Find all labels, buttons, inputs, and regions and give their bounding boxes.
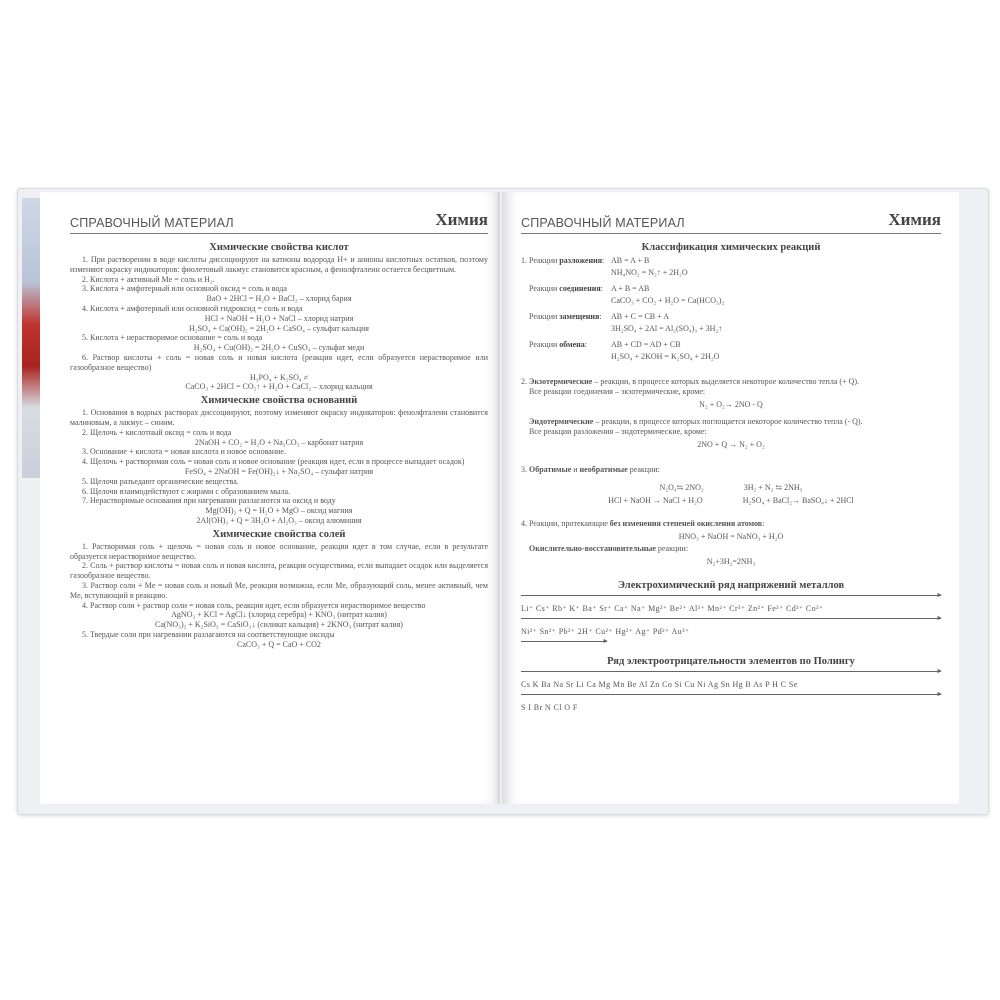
metals-series-row1: Li⁺ Cs⁺ Rb⁺ K⁺ Ba⁺ Sr⁺ Ca⁺ Na⁺ Mg²⁺ Be²⁺ Al³⁺ Mn²⁺ Cr³⁺ Zn²⁺ Fe²⁺ Cd²⁺ Co²⁺ [521, 604, 824, 613]
salts-line: Ca(NO₃)₂ + K₂SiO₃ = CaSiO₃↓ (силикат кальция) + 2KNO₃ (нитрат калия) [155, 620, 403, 630]
acids-title: Химические свойства кислот [209, 242, 349, 253]
metals-arrow-2: ► [521, 616, 941, 622]
decomposition-row: 1. Реакции разложения: AB = A + B [521, 255, 941, 267]
reversible-heading: 3. Обратимые и необратимые реакции: [521, 465, 660, 474]
acids-section [70, 255, 488, 392]
left-page-header [70, 210, 488, 234]
acids-line: 5. Кислота + нерастворимое основание = соль и вода [82, 333, 263, 343]
acids-line: 2. Кислота + активный Me = соль и H₂. [82, 274, 215, 284]
acids-line: 3. Кислота + амфотерный или основной оксид = соль и вода [82, 284, 287, 294]
salts-line: CaCO₃ + Q = CaO + CO2 [237, 639, 321, 649]
salts-line: 1. Растворимая соль + щелочь = новая соль и новое основание, реакция идет в том случае, если в результате образуется нерастворимое вещество. [70, 541, 488, 561]
salts-line: 5. Твердые соли при нагревании разлагаются на соответствующие оксиды [82, 629, 335, 639]
combination-eq1: A + B = AB [611, 284, 650, 293]
electronegativity-row2: S I Br N Cl O F [521, 703, 578, 712]
header-label: СПРАВОЧНЫЙ МАТЕРИАЛ [521, 216, 685, 230]
metals-arrow: ► [521, 593, 941, 599]
right-page-header [521, 210, 941, 234]
decomposition-eq1: AB = A + B [611, 256, 650, 265]
bases-line: 6. Щелочи взаимодействуют с жирами с образованием мыла. [82, 486, 291, 496]
salts-title: Химические свойства солей [212, 528, 346, 540]
bases-line: 2Al(OH)₃ + Q = 3H₂O + Al₂O₃ – оксид алюминия [196, 515, 362, 525]
redox-eq2: N₂+3H₂=2NH₃ [706, 557, 756, 566]
acids-line: 6. Раствор кислоты + соль = новая соль и новая кислота (реакция идет, если образуется нерастворимое или газообразное вещество) [70, 352, 488, 372]
exothermic-definition: 2. Экзотермические – реакции, в процессе которых выделяется некоторое количество тепла (+ Q). [521, 377, 859, 386]
exothermic-eq: N₂ + O₂→ 2NO - Q [699, 400, 763, 409]
bases-line: 1. Основания в водных растворах диссоциируют, поэтому изменяют окраску индикаторов: фенолфталеин становится малиновым, а лакмус – синим. [70, 408, 488, 427]
redox-subheading: Окислительно-восстановительные реакции: [529, 544, 689, 553]
acids-line: H₃PO₄ + K₂SO₄ ≠ [249, 372, 309, 382]
bases-line: Mg(OH)₂ + Q = H₂O + MgO – оксид магния [205, 506, 353, 516]
header-subject: Химия [435, 210, 488, 229]
substitution-row: Реакции замещения: AB + C = CB + A [521, 311, 941, 323]
bases-line: 3. Основание + кислота = новая кислота и новое основание. [82, 447, 286, 457]
salts-line: 2. Соль + раствор кислоты = новая соль и новая кислота, реакция осуществима, если выпадает осадок или выделяется газообразное вещество. [70, 561, 488, 581]
bases-line: 2NaOH + CO₂ = H₂O + Na₂CO₃ – карбонат натрия [194, 437, 364, 447]
salts-section [70, 542, 488, 650]
bases-line: FeSO₄ + 2NaOH = Fe(OH)₂↓ + Na₂SO₄ – сульфат натрия [184, 466, 374, 476]
exothermic-term: Экзотермические [529, 377, 593, 386]
salts-line: AgNO₃ + KCl = AgCl↓ (хлорид серебра) + KNO₃ (нитрат калия) [171, 610, 387, 620]
electronegativity-arrow: ► [521, 669, 941, 675]
header-label: СПРАВОЧНЫЙ МАТЕРИАЛ [70, 216, 234, 230]
bases-line: 4. Щелочь + растворимая соль = новая соль и новое основание (реакция идет, если в процессе выпадает осадок) [82, 457, 465, 467]
electronegativity-arrow-2: ► [521, 692, 941, 698]
salts-line: 4. Раствор соли + раствор соли = новая соль, реакция идет, если образуется нерастворимое вещество [82, 600, 426, 610]
exchange-eq2: H₂SO₄ + 2KOH = K₂SO₄ + 2H₂O [611, 352, 720, 361]
bases-title: Химические свойства оснований [200, 395, 358, 407]
left-page [40, 192, 500, 804]
irreversible-examples: HCl + NaOH → NaCl + H₂O H₂SO₄ + BaCl₂→ BaSO₄↓ + 2HCl [608, 496, 854, 505]
acids-line: 1. При растворении в воде кислоты диссоциируют на катионы водорода H+ и анионы кислотных остатков, поэтому изменяют окраску индикаторов: фиолетовый лакмус становится красным, а фенолфталеин остается бесцветным. [70, 255, 488, 274]
exchange-row: Реакции обмена: AB + CD = AD + CB [521, 339, 941, 351]
combination-row: Реакции соединения: A + B = AB [521, 283, 941, 295]
salts-line: 3. Раствор соли + Me = новая соль и новый Me, реакция возможна, если Me, образующий соль, менее активный, чем Me, вступающий в реакцию. [70, 580, 488, 600]
acids-line: HCl + NaOH = H₂O + NaCl – хлорид натрия [204, 313, 354, 323]
exothermic-note: Все реакции соединения – экзотермические, кроме: [529, 387, 706, 396]
bases-line: 5. Щелочи разъедают органические вещества. [82, 476, 239, 486]
acids-line: 4. Кислота + амфотерный или основной гидроксид = соль и вода [82, 303, 303, 313]
acids-line: BaO + 2HCl = H₂O + BaCl₂ – хлорид бария [206, 294, 352, 304]
header-subject: Химия [888, 210, 941, 229]
right-page [503, 192, 959, 804]
bases-line: 7. Нерастворимые основания при нагревании разлагаются на оксид и воду [82, 496, 336, 506]
combination-eq2: CaCO₃ + CO₂ + H₂O = Ca(HCO₃)₂ [611, 296, 725, 305]
acids-line: H₂SO₄ + Cu(OH)₂ = 2H₂O + CuSO₄ – сульфат меди [193, 343, 365, 353]
substitution-term: замещения [559, 312, 600, 321]
endothermic-term: Эндотермические [529, 417, 594, 426]
endothermic-definition: Эндотермические – реакции, в процессе которых поглощается некоторое количество тепла (- Q). [529, 417, 863, 426]
decomposition-term: разложения [559, 256, 603, 265]
bases-section [70, 408, 488, 526]
electronegativity-title: Ряд электроотрицательности элементов по Полингу [607, 656, 855, 667]
acids-line: H₂SO₄ + Ca(OH)₂ = 2H₂O + CaSO₄ – сульфат кальция [189, 323, 369, 333]
exchange-eq1: AB + CD = AD + CB [611, 340, 681, 349]
redox-heading: 4. Реакции, протекающие без изменения степеней окисления атомов: [521, 519, 765, 528]
substitution-eq1: AB + C = CB + A [611, 312, 669, 321]
metals-arrow-3: ► [521, 639, 607, 645]
decomposition-eq2: NH₄NO₂ = N₂↑ + 2H₂O [611, 268, 688, 277]
metals-series-title: Электрохимический ряд напряжений металлов [617, 580, 845, 591]
combination-term: соединения [559, 284, 601, 293]
exchange-term: обмена [559, 340, 585, 349]
bases-line: 2. Щелочь + кислотный оксид = соль и вода [82, 427, 232, 437]
endothermic-eq: 2NO + Q → N₂ + O₂ [697, 440, 765, 449]
reversible-examples: N₂O₄⇆ 2NO₂ 3H₂ + N₂ ⇆ 2NH₃ [659, 483, 803, 492]
redox-eq1: HNO₃ + NaOH = NaNO₃ + H₂O [678, 532, 784, 541]
acids-line: CaCO₃ + 2HCl = CO₂↑ + H₂O + CaCl₂ – хлорид кальция [185, 382, 373, 392]
electronegativity-row1: Cs K Ba Na Sr Li Ca Mg Mn Be Al Zn Co Si Cu Ni Ag Sn Hg B As P H C Se [521, 680, 798, 689]
endothermic-note: Все реакции разложения – эндотермические, кроме: [529, 427, 707, 436]
substitution-eq2: 3H₂SO₄ + 2Al = Al₂(SO₄)₃ + 3H₂↑ [611, 324, 723, 333]
metals-series-row2: Ni²⁺ Sn²⁺ Pb²⁺ 2H⁺ Cu²⁺ Hg²⁺ Ag⁺ Pd²⁺ Au³⁺ [521, 627, 690, 636]
classification-title: Классификация химических реакций [641, 242, 821, 253]
